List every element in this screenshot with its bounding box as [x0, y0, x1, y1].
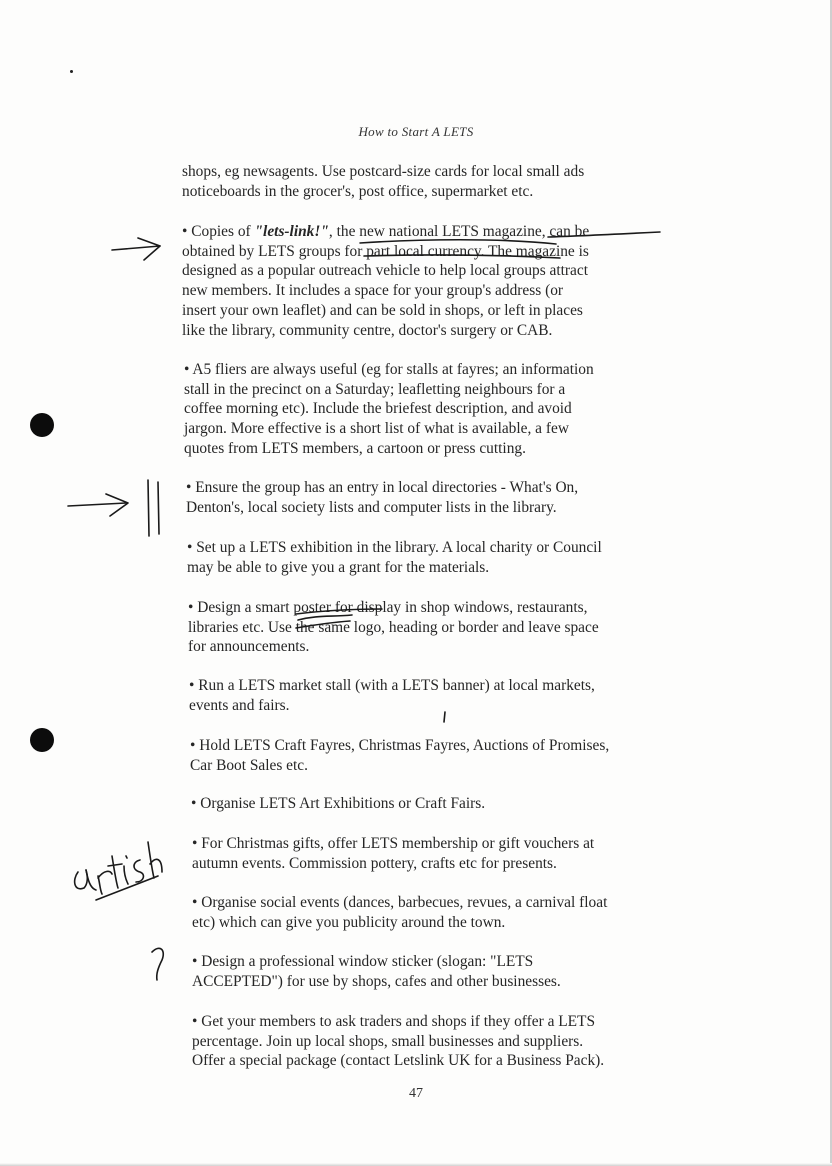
paragraph-shops: shops, eg newsagents. Use postcard-size cards for local small ads noticeboards in the grocer's, post office, supermarket etc.: [182, 163, 585, 200]
underline-magazine: [548, 232, 660, 237]
paragraph-a5-fliers: • A5 fliers are always useful (eg for stalls at fayres; an information stall in the precinct on a Saturday; leafletting neighbours for a coffee morning etc). Include the briefest description, and avoid jargon. More effective is a short list of what is available, a few quotes from LETS members, a cartoon or press cutting.: [184, 361, 594, 457]
handwritten-artists-note: [75, 842, 162, 900]
strike-use-the: [296, 621, 350, 628]
paragraph-smart-poster: • Design a smart poster for display in shop windows, restaurants, libraries etc. Use the same logo, heading or border and leave space for announcements.: [188, 599, 599, 656]
paragraph-market-stall: • Run a LETS market stall (with a LETS banner) at local markets, events and fairs.: [189, 677, 595, 714]
underline-smart-poster: [296, 609, 382, 620]
paragraph-traders: • Get your members to ask traders and shops if they offer a LETS percentage. Join up local shops, small businesses and suppliers. Offer a special package (contact Letslink UK for a Business Pack).: [192, 1013, 605, 1070]
strike-part-local-currency: [360, 240, 560, 258]
paragraph-christmas-gifts: • For Christmas gifts, offer LETS membership or gift vouchers at autumn events. Commission pottery, crafts etc for presents.: [192, 835, 595, 872]
margin-arrow-lower: [68, 494, 128, 516]
bullet-lead-text: • Copies of: [182, 223, 255, 240]
page-number: 47: [409, 1086, 423, 1101]
paragraph-exhibition: • Set up a LETS exhibition in the library. A local charity or Council may be able to give you a grant for the materials.: [187, 539, 602, 576]
paragraph-craft-fayres: • Hold LETS Craft Fayres, Christmas Fayres, Auctions of Promises, Car Boot Sales etc.: [190, 737, 610, 774]
margin-double-bar: [148, 480, 159, 536]
margin-arrow-upper: [112, 238, 160, 260]
paragraph-lets-link-body: , the new national LETS magazine, can be obtained by LETS groups for part local currency. The magazine is designed as a popular outreach vehicle to help local groups attract new members. It includes a space for your group's address (or insert your own leaflet) and can be sold in shops, or left in places like the library, community centre, doctor's surgery or CAB.: [182, 223, 590, 339]
running-header: How to Start A LETS: [358, 124, 474, 139]
paragraph-art-exhibitions: • Organise LETS Art Exhibitions or Craft Fairs.: [191, 795, 486, 812]
paragraph-social-events: • Organise social events (dances, barbecues, revues, a carnival float etc) which can give you publicity around the town.: [192, 894, 608, 931]
paragraph-directories: • Ensure the group has an entry in local directories - What's On, Denton's, local society lists and computer lists in the library.: [186, 479, 579, 516]
stray-pen-mark: [444, 712, 445, 722]
paragraph-window-sticker: • Design a professional window sticker (slogan: "LETS ACCEPTED") for use by shops, cafes and other businesses.: [192, 953, 561, 990]
magazine-title: "lets-link!": [254, 223, 329, 240]
handwritten-question-mark: [152, 948, 163, 980]
